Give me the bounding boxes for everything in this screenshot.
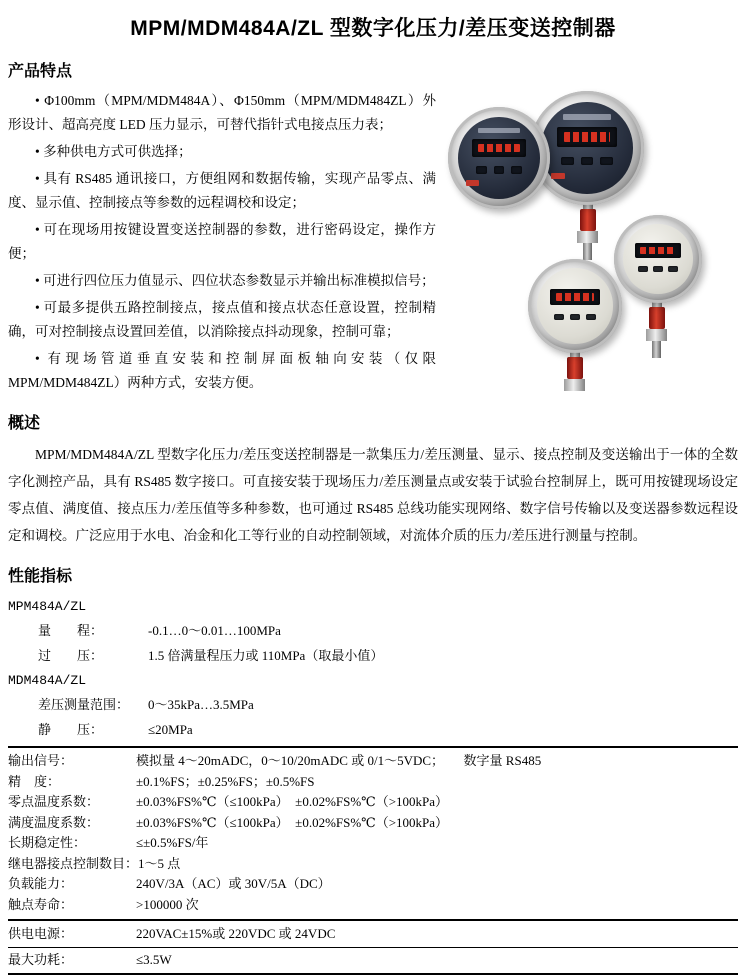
spec-row: [8, 813, 738, 834]
spec-row: [8, 792, 738, 813]
spec-row: [8, 717, 738, 742]
spec-value: ≤20MPa: [148, 722, 193, 737]
spec-row: [8, 772, 738, 793]
spec-label: 满度温度系数：: [8, 814, 100, 830]
spec-label: 精 度：: [8, 773, 61, 789]
spec-row: [8, 692, 738, 717]
feature-item: • 可在现场用按键设置变送控制器的参数，进行密码设定，操作方便；: [8, 222, 436, 261]
features-section: [8, 58, 738, 398]
page-title: MPM/MDM484A/ZL 型数字化压力/差压变送控制器: [130, 17, 616, 40]
gauge-face: [537, 268, 612, 343]
spec-label: 供电电源：: [8, 926, 74, 941]
spec-value: ±0.03%FS%℃（≤100kPa） ±0.02%FS%℃（>100kPa）: [136, 794, 449, 809]
overview-heading: 概述: [8, 415, 41, 432]
spec-row: [8, 833, 738, 854]
overview-section: [8, 410, 738, 549]
spec-value: 1～5 点: [138, 855, 181, 871]
feature-item: • 具有 RS485 通讯接口，方便组网和数据传输，实现产品零点、满度、显示值、控制接点等参数的远程调校和设定；: [8, 171, 436, 210]
spec-label: 输出信号：: [8, 753, 74, 768]
spec-label: 触点寿命：: [8, 896, 74, 912]
gauge-led-display: [635, 243, 681, 258]
spec-label: 最大功耗：: [8, 951, 74, 967]
spec-value: -0.1…0～0.01…100MPa: [148, 623, 281, 638]
spec-row: [8, 618, 738, 643]
pressure-gauge-photo-2: [448, 107, 550, 209]
specs-heading: 性能指标: [8, 568, 73, 585]
divider-line: [8, 746, 738, 748]
spec-label: 差压测量范围：: [38, 697, 130, 712]
feature-item: • Φ100mm（MPM/MDM484A）、Φ150mm（MPM/MDM484ZL）外形设计、超高亮度 LED 压力显示，可替代指针式电接点压力表；: [8, 93, 436, 132]
divider-line: [8, 919, 738, 921]
spec-label: 静 压：: [38, 722, 104, 737]
spec-value: 1.5 倍满量程压力或 110MPa（取最小值）: [148, 648, 384, 663]
spec-row: [8, 874, 738, 895]
product-photos: [446, 91, 738, 373]
spec-value: 220VAC±15%或 220VDC 或 24VDC: [136, 926, 336, 941]
spec-value: >100000 次: [136, 896, 199, 912]
gauge-brand-strip: [563, 114, 610, 119]
spec-value: ≤3.5W: [136, 951, 172, 967]
spec-label: 长期稳定性：: [8, 835, 87, 850]
spec-value: 240V/3A（AC）或 30V/5A（DC）: [136, 876, 331, 891]
features-heading: 产品特点: [8, 63, 73, 80]
spec-value: ±0.03%FS%℃（≤100kPa） ±0.02%FS%℃（>100kPa）: [136, 814, 449, 830]
spec-value: 模拟量 4～20mADC，0～10/20mADC 或 0/1～5VDC； 数字量 RS485: [136, 753, 542, 768]
gauge-led-digits: [556, 293, 595, 301]
gauge-led-digits: [640, 247, 676, 254]
spec-row: [8, 854, 738, 875]
feature-item: • 可最多提供五路控制接点，接点值和接点状态任意设置，控制精确，可对控制接点设置回差值，以消除接点抖动现象，控制可靠；: [8, 300, 436, 339]
gauge-red-label: [466, 180, 479, 186]
gauge-buttons: [554, 314, 596, 321]
spec-row: [8, 895, 738, 916]
spec-label: 负载能力：: [8, 876, 74, 891]
spec-row: [8, 751, 738, 772]
spec-label: 继电器接点控制数目：: [8, 855, 139, 871]
gauge-pressure-fitting: [577, 201, 598, 260]
spec-row: [8, 950, 738, 971]
spec-label: 过 压：: [38, 648, 104, 663]
gauge-red-label: [551, 173, 566, 179]
feature-item: • 有现场管道垂直安装和控制屏面板轴向安装（仅限 MPM/MDM484ZL）两种方式，安装方便。: [8, 351, 436, 390]
gauge-led-display: [557, 127, 617, 147]
gauge-buttons: [561, 157, 612, 165]
spec-model-mdm: MDM484A/ZL: [8, 673, 87, 688]
gauge-buttons: [476, 166, 522, 173]
gauge-face: [458, 117, 540, 199]
gauge-led-display: [472, 139, 526, 157]
spec-label: 零点温度系数：: [8, 794, 100, 809]
spec-value: 0～35kPa…3.5MPa: [148, 697, 254, 712]
gauge-brand-strip: [478, 128, 520, 133]
gauge-led-digits: [478, 144, 520, 152]
spec-value: ±0.1%FS；±0.25%FS；±0.5%FS: [136, 773, 315, 789]
gauge-buttons: [638, 266, 677, 272]
gauge-face: [541, 102, 632, 193]
gauge-face: [623, 224, 693, 294]
spec-value: ≤±0.5%FS/年: [136, 835, 209, 850]
divider-line: [8, 947, 738, 948]
spec-model-mpm: MPM484A/ZL: [8, 599, 87, 614]
gauge-led-digits: [564, 132, 611, 141]
gauge-led-display: [550, 289, 600, 306]
pressure-gauge-photo-4: [528, 259, 622, 353]
gauge-pressure-fitting: [564, 349, 585, 391]
feature-item: • 多种供电方式可供选择；: [35, 144, 192, 159]
overview-paragraph: MPM/MDM484A/ZL 型数字化压力/差压变送控制器是一款集压力/差压测量、显示、接点控制及变送输出于一体的全数字化测控产品，具有 RS485 数字接口。可直接安装于现场压力/差压测量点或安装于试验台控制屏上，既可用按键现场设定零点值、满度值、接点压力/差压值等多种参数，也可通过 RS485 总线功能实现网络、数字信号传输以及变送器参数远程设定和调校。广泛应用于水电、冶金和化工等行业的自动控制领域，对流体介质的压力/差压进行测量与控制。: [8, 447, 738, 543]
feature-item: • 可进行四位压力值显示、四位状态参数显示并输出标准模拟信号；: [35, 273, 435, 288]
spec-row: [8, 924, 738, 945]
gauge-pressure-fitting: [646, 299, 667, 358]
spec-label: 量 程：: [38, 623, 104, 638]
pressure-gauge-photo-3: [614, 215, 702, 303]
spec-row: [8, 643, 738, 668]
specs-section: [8, 563, 738, 975]
